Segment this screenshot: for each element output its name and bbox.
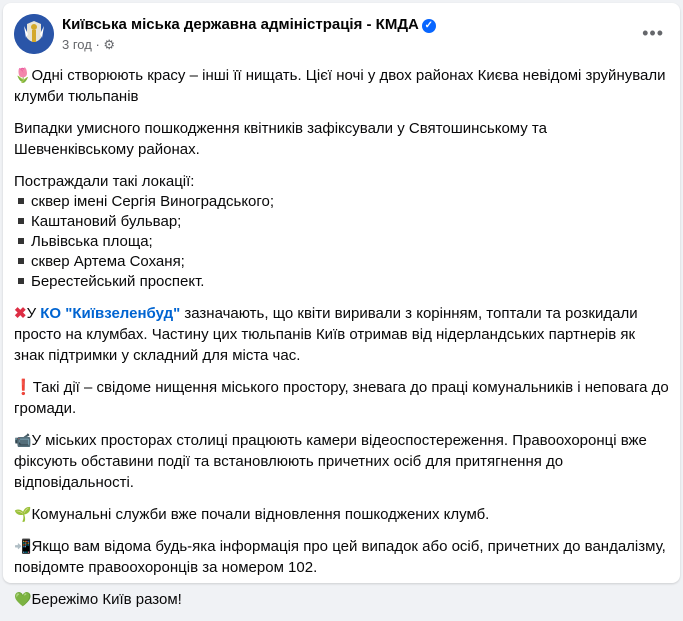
text: У — [26, 305, 41, 322]
cross-mark-icon: ✖ — [14, 305, 27, 322]
kyivzelenbud-link[interactable]: КО "Київзеленбуд" — [40, 305, 181, 322]
verified-badge-icon: ✓ — [422, 19, 436, 33]
separator: · — [95, 37, 100, 52]
post-text — [14, 65, 669, 621]
avatar[interactable] — [14, 14, 54, 54]
paragraph: У міських просторах столиці працюють камери відеоспостереження. Правоохоронці вже фіксують обставини події та встановлюють причетних осіб для притягнення до відповідальності. — [14, 432, 647, 491]
text: зазначають, що квіти виривали з корінням, топтали та розкидали просто на клумбах. Частину цих тюльпанів Київ отримав від нідерландських партнерів як знак підтримки у складний для міста час. — [14, 305, 638, 364]
video-camera-icon: 📹 — [14, 432, 32, 448]
paragraph: Постраждали такі локації: — [14, 173, 195, 190]
more-options-button[interactable]: ••• — [642, 23, 664, 43]
paragraph: Бережімо Київ разом! — [31, 591, 182, 608]
paragraph: Випадки умисного пошкодження квітників зафіксували у Святошинському та Шевченківському районах. — [14, 120, 547, 158]
list-item: Львівська площа; — [14, 232, 669, 252]
audience-gear-icon[interactable]: ⚙ — [103, 37, 116, 52]
author-name[interactable] — [62, 16, 436, 33]
post-card — [3, 3, 680, 608]
list-item: сквер Артема Соханя; — [14, 252, 669, 272]
tulip-icon: 🌷 — [14, 67, 32, 83]
locations-list — [14, 192, 669, 292]
post-meta — [62, 37, 115, 53]
exclamation-icon: ❗ — [14, 379, 33, 396]
paragraph: Якщо вам відома будь-яка інформація про цей випадок або осіб, причетних до вандалізму, повідомте правоохоронців за номером 102. — [14, 538, 666, 576]
list-item: сквер імені Сергія Виноградського; — [14, 192, 669, 212]
green-heart-icon: 💚 — [14, 591, 32, 607]
list-item: Берестейський проспект. — [14, 272, 669, 292]
list-item: Каштановий бульвар; — [14, 212, 669, 232]
timestamp[interactable]: 3 год — [62, 37, 92, 52]
author-link[interactable]: Київська міська державна адміністрація - КМДА — [62, 16, 419, 33]
paragraph: Комунальні служби вже почали відновлення пошкоджених клумб. — [31, 506, 490, 523]
phone-icon: 📲 — [14, 538, 32, 554]
seedling-icon: 🌱 — [14, 506, 32, 522]
paragraph: Одні створюють красу – інші її нищать. Цієї ночі у двох районах Києва невідомі зруйнували клумби тюльпанів — [14, 67, 666, 105]
paragraph: Такі дії – свідоме нищення міського простору, зневага до праці комунальників і неповага до громади. — [14, 379, 669, 417]
